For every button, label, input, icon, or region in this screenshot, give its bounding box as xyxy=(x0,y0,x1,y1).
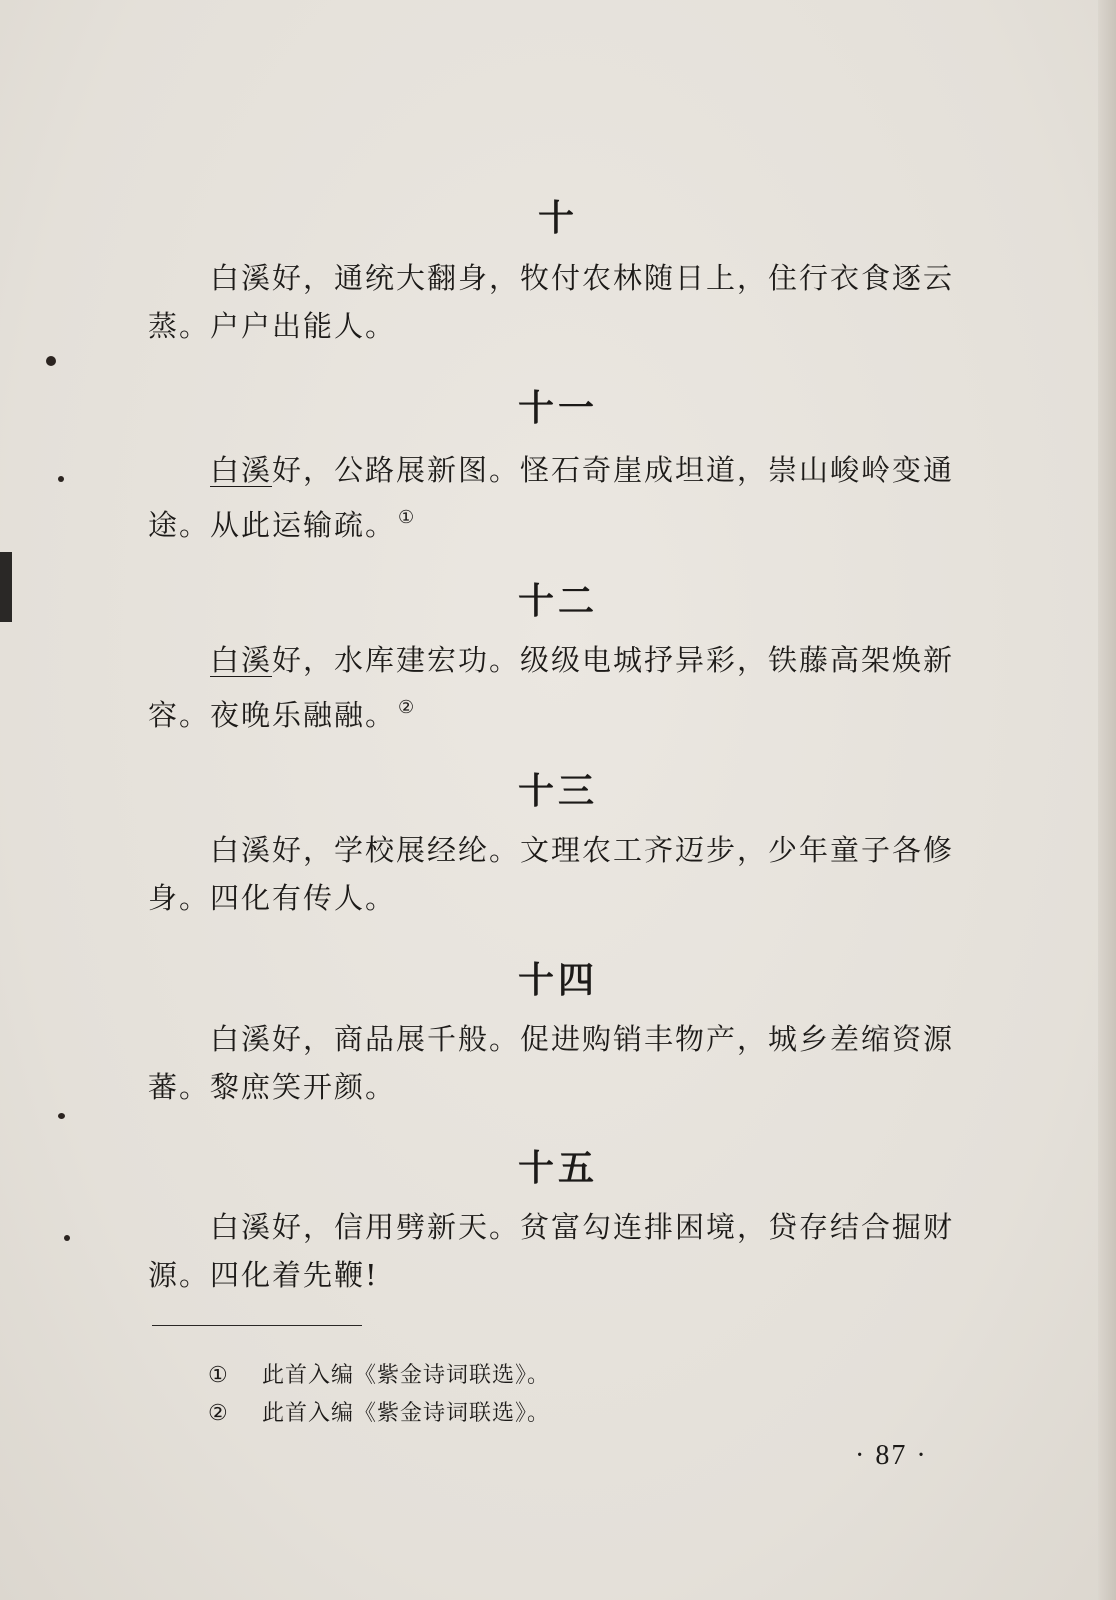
footnote-mark: ① xyxy=(208,1363,229,1388)
poem-paragraph xyxy=(148,1015,988,1111)
footnote-text: 此首入编《紫金诗词联选》。 xyxy=(262,1363,551,1388)
section-heading: 十 xyxy=(537,197,578,239)
place-name: 白溪 xyxy=(210,453,273,487)
page-number: · 87 · xyxy=(855,1440,928,1471)
footnote-mark: ② xyxy=(208,1401,229,1426)
place-name: 白溪 xyxy=(210,1022,273,1056)
place-name: 白溪 xyxy=(210,833,273,867)
poem-paragraph xyxy=(148,254,988,350)
place-name: 白溪 xyxy=(210,261,273,295)
footnote-ref[interactable]: ② xyxy=(398,697,417,718)
footnote xyxy=(208,1396,550,1427)
section-heading: 十三 xyxy=(517,770,598,812)
poem-text: 好，商品展千般。促进购销丰物产，城乡差缩资源蕃。黎庶笑开颜。 xyxy=(148,1022,955,1104)
footnote xyxy=(208,1358,550,1389)
poem-text: 好，水库建宏功。级级电城抒异彩，铁藤高架焕新容。夜晚乐融融。 xyxy=(148,643,955,732)
section-heading: 十一 xyxy=(517,387,598,429)
poem-paragraph xyxy=(148,826,988,922)
footnote-ref[interactable]: ① xyxy=(398,507,417,528)
poem-text: 好，学校展经纶。文理农工齐迈步，少年童子各修身。四化有传人。 xyxy=(148,833,955,915)
poem-paragraph xyxy=(148,636,988,739)
footnote-divider xyxy=(152,1325,362,1326)
binding-hole xyxy=(64,1235,70,1241)
poem-text: 好，公路展新图。怪石奇崖成坦道，崇山峻岭变通途。从此运输疏。 xyxy=(148,453,955,542)
poem-paragraph xyxy=(148,446,988,549)
poem-text: 好，通统大翻身，牧付农林随日上，住行衣食逐云蒸。户户出能人。 xyxy=(148,261,955,343)
binding-hole xyxy=(58,1113,65,1119)
section-heading: 十五 xyxy=(517,1147,598,1189)
poem-text: 好，信用劈新天。贫富勾连排困境，贷存结合掘财源。四化着先鞭! xyxy=(148,1210,955,1292)
section-heading: 十四 xyxy=(517,959,598,1001)
binding-hole xyxy=(46,356,56,366)
footnote-text: 此首入编《紫金诗词联选》。 xyxy=(262,1401,551,1426)
binding-hole xyxy=(58,476,64,482)
section-heading: 十二 xyxy=(517,580,598,622)
place-name: 白溪 xyxy=(210,1210,273,1244)
place-name: 白溪 xyxy=(210,643,273,677)
poem-paragraph xyxy=(148,1203,988,1299)
